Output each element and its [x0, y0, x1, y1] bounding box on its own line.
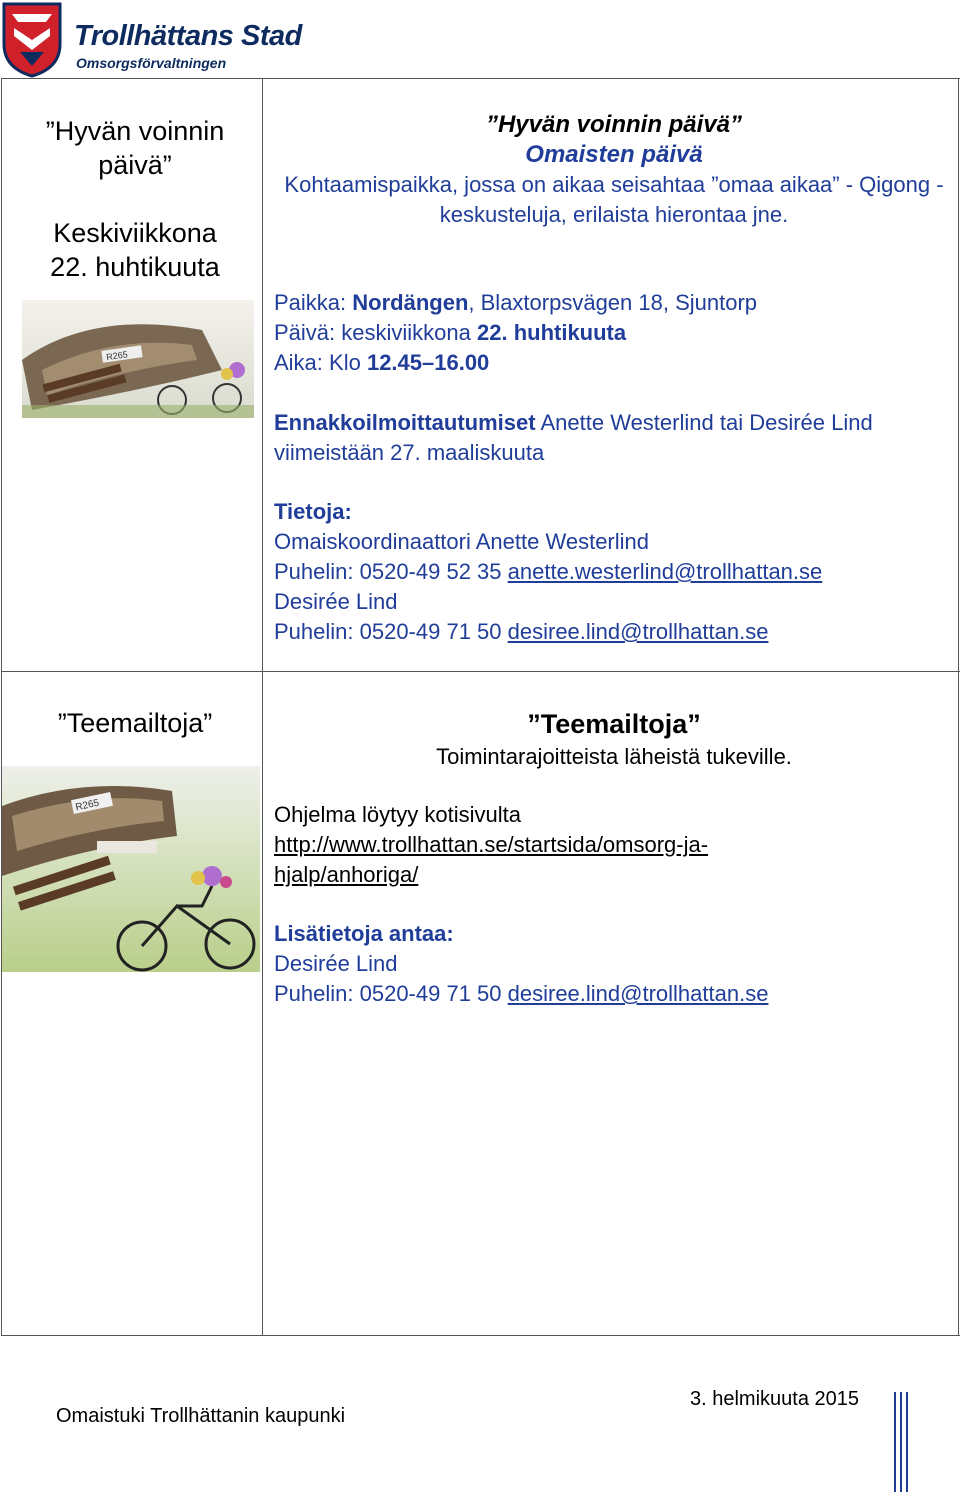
contact2-phone: Puhelin: 0520-49 71 50 — [274, 619, 508, 644]
program-label: Ohjelma löytyy kotisivulta — [274, 802, 521, 827]
time-label: Aika: Klo — [274, 350, 361, 375]
org-subtitle: Omsorgsförvaltningen — [76, 55, 227, 71]
boat-bicycle-photo — [22, 300, 254, 418]
table-column-divider — [262, 78, 263, 1336]
footer-org: Omaistuki Trollhättanin kaupunki — [56, 1405, 346, 1427]
row1-left-day: Keskiviikkona — [53, 218, 217, 248]
row2-contact-phone: Puhelin: 0520-49 71 50 — [274, 981, 508, 1006]
row2-contact-name: Desirée Lind — [274, 951, 398, 976]
footer-date: 3. helmikuuta 2015 — [690, 1388, 860, 1410]
contact1-phone: Puhelin: 0520-49 52 35 — [274, 559, 508, 584]
contact1-email-link[interactable]: anette.westerlind@trollhattan.se — [507, 559, 823, 584]
org-name: Trollhättans Stad — [74, 20, 302, 52]
row1-description: Kohtaamispaikka, jossa on aikaa seisahtaa ”omaa aikaa” - Qigong - keskusteluja, erilaista hierontaa jne. — [284, 172, 944, 227]
info-label: Tietoja: — [274, 499, 352, 524]
row1-registration — [274, 408, 954, 468]
contact1-line — [274, 557, 954, 587]
table-border-left — [1, 78, 2, 1336]
program-url-line1[interactable]: http://www.trollhattan.se/startsida/omsorg-ja- — [274, 832, 709, 857]
time-value: 12.45–16.00 — [366, 350, 490, 375]
row2-contact-email-link[interactable]: desiree.lind@trollhattan.se — [507, 981, 769, 1006]
more-info-label: Lisätietoja antaa: — [274, 921, 454, 946]
program-url-link[interactable] — [274, 830, 954, 890]
contact2-name: Desirée Lind — [274, 589, 398, 614]
row2-left-title: ”Teemailtoja” — [57, 708, 213, 738]
place-label: Paikka: — [274, 290, 347, 315]
row2-title: ”Teemailtoja” — [527, 709, 701, 739]
row1-left-title: ”Hyvän voinnin päivä” — [45, 116, 225, 180]
row1-subtitle: Omaisten päivä — [525, 141, 703, 168]
city-crest-logo — [0, 0, 64, 78]
row1-place — [274, 288, 954, 318]
table-border-right — [958, 78, 959, 1336]
registration-text: Anette Westerlind tai Desirée Lind viimeistään 27. maaliskuuta — [274, 410, 873, 465]
table-row-divider — [2, 671, 960, 672]
row1-day — [274, 318, 954, 348]
registration-label: Ennakkoilmoittautumiset — [274, 410, 536, 435]
svg-text:R265: R265 — [74, 797, 101, 814]
day-value: 22. huhtikuuta — [477, 320, 627, 345]
svg-text:R265: R265 — [105, 349, 129, 363]
table-border-bottom — [2, 1335, 960, 1336]
row2-contact-line — [274, 979, 954, 1009]
footer-decorative-bars — [892, 1392, 912, 1492]
boat-bicycle-photo-large — [2, 766, 260, 972]
contact2-email-link[interactable]: desiree.lind@trollhattan.se — [507, 619, 769, 644]
row1-left-date: 22. huhtikuuta — [50, 252, 220, 282]
table-border-top — [2, 78, 960, 79]
row2-subtitle: Toimintarajoitteista läheistä tukeville. — [436, 744, 792, 769]
row1-time — [274, 348, 954, 378]
place-address: , Blaxtorpsvägen 18, Sjuntorp — [468, 290, 758, 315]
contact1-role: Omaiskoordinaattori Anette Westerlind — [274, 529, 649, 554]
day-label: Päivä: keskiviikkona — [274, 320, 471, 345]
program-url-line2[interactable]: hjalp/anhoriga/ — [274, 862, 419, 887]
place-name: Nordängen — [352, 290, 469, 315]
contact2-line — [274, 617, 954, 647]
row1-title: ”Hyvän voinnin päivä” — [485, 111, 743, 138]
